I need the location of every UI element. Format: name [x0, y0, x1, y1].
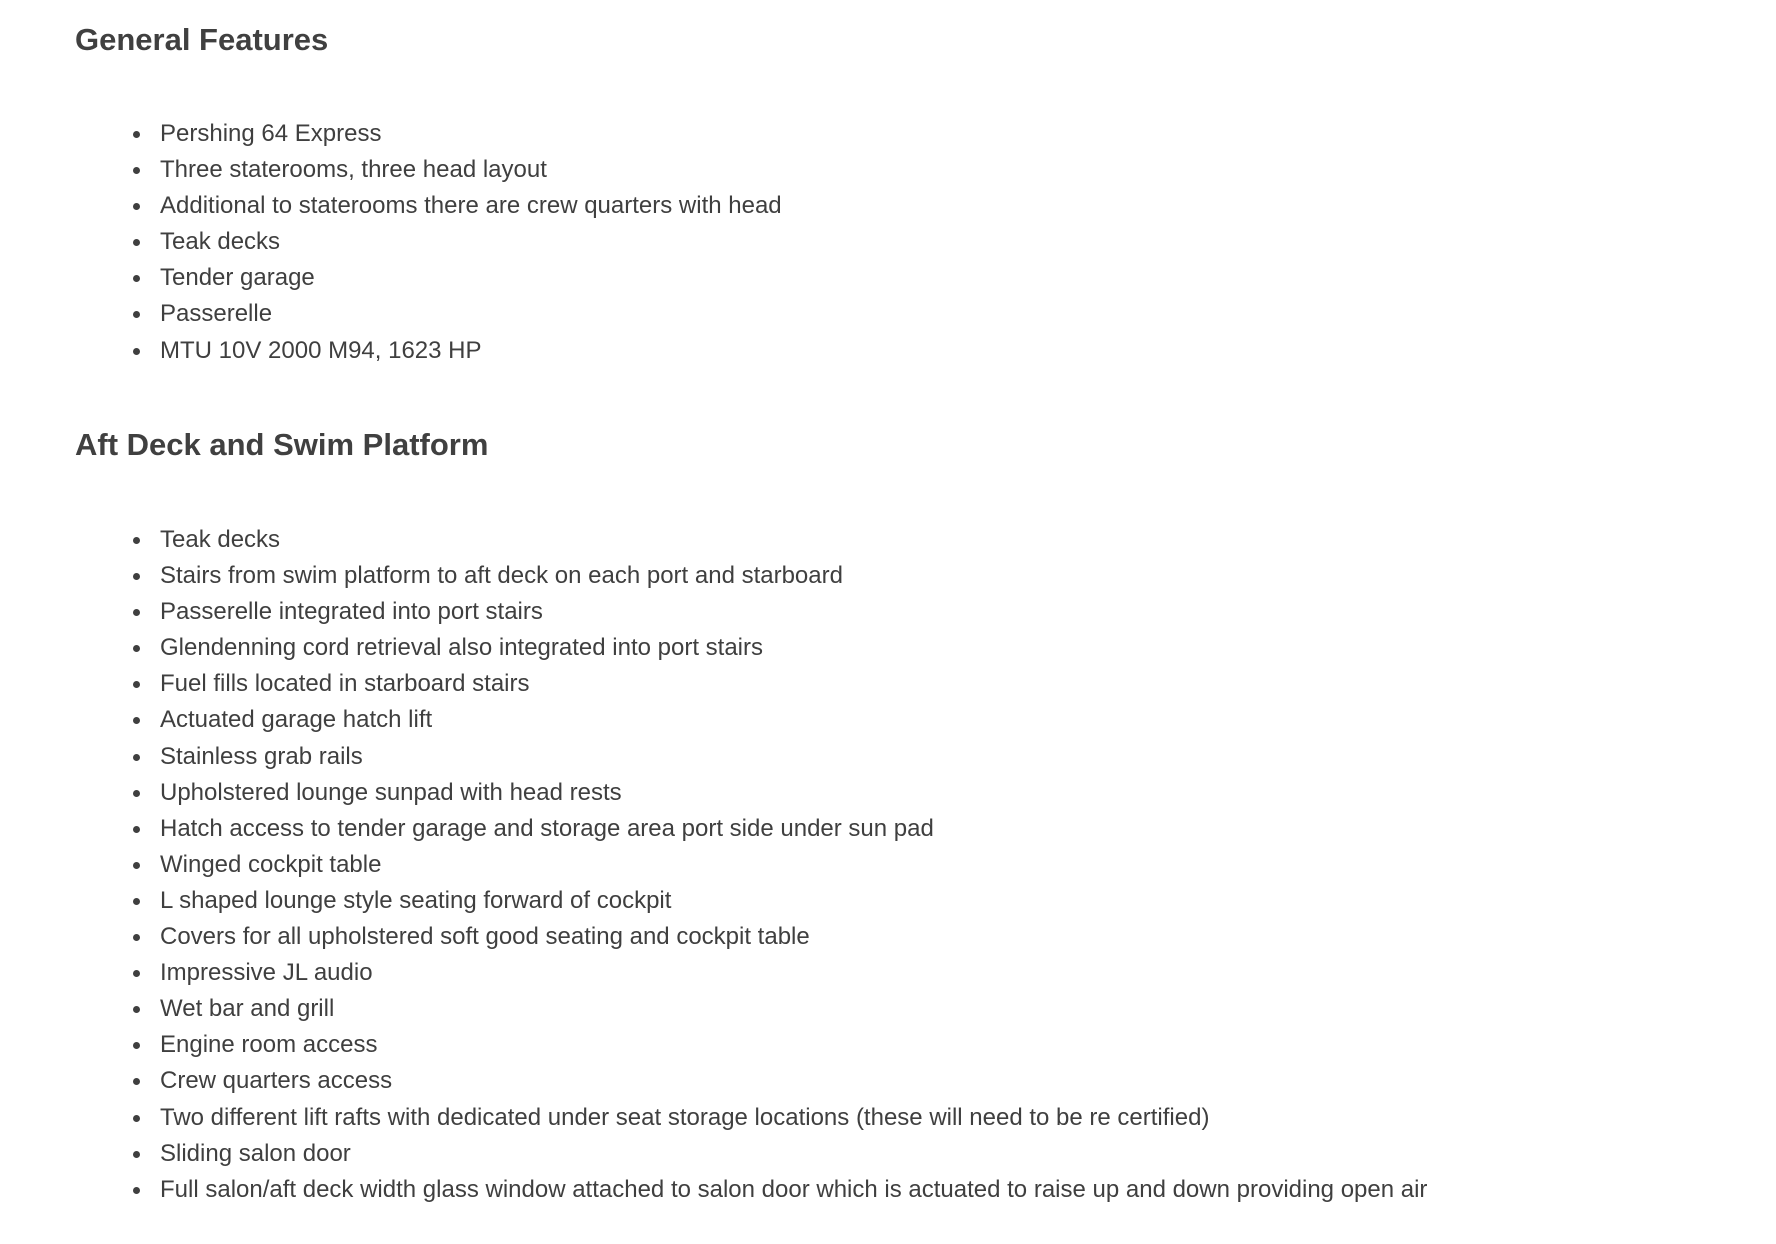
list-item: [75, 630, 1427, 666]
bullet-icon: [133, 348, 140, 355]
bullet-icon: [133, 826, 140, 833]
list-item-text: Upholstered lounge sunpad with head rests: [160, 778, 622, 806]
list-item: [75, 919, 1427, 955]
section-title-aft-deck: Aft Deck and Swim Platform: [75, 427, 489, 462]
bullet-icon: [133, 681, 140, 688]
list-item: [75, 666, 1427, 702]
bullet-icon: [133, 275, 140, 282]
list-item: [75, 152, 782, 188]
bullet-icon: [133, 239, 140, 246]
bullet-icon: [133, 970, 140, 977]
list-item: [75, 702, 1427, 738]
list-item: [75, 522, 1427, 558]
list-item-text: Pershing 64 Express: [160, 120, 382, 147]
list-item-text: Tender garage: [160, 264, 315, 292]
list-item-text: Wet bar and grill: [160, 995, 335, 1023]
list-item-text: Three staterooms, three head layout: [160, 156, 547, 184]
bullet-icon: [133, 1187, 140, 1194]
bullet-icon: [133, 645, 140, 652]
list-item: [75, 260, 782, 296]
list-item: [75, 296, 782, 332]
list-item: [75, 883, 1427, 919]
bullet-icon: [133, 934, 140, 941]
list-item: [75, 188, 782, 224]
list-item-text: MTU 10V 2000 M94, 1623 HP: [160, 336, 482, 364]
list-item-text: Passerelle: [160, 300, 273, 328]
list-item-text: Additional to staterooms there are crew quarters with head: [160, 192, 782, 220]
bullet-icon: [133, 862, 140, 869]
bullet-icon: [133, 1115, 140, 1122]
list-item-text: L shaped lounge style seating forward of cockpit: [160, 886, 672, 914]
list-item-text: Teak decks: [160, 526, 281, 553]
bullet-icon: [133, 573, 140, 580]
bullet-icon: [133, 609, 140, 616]
list-item-text: Passerelle integrated into port stairs: [160, 598, 543, 626]
list-item: [75, 333, 782, 369]
list-item-text: Fuel fills located in starboard stairs: [160, 670, 530, 698]
list-item-text: Teak decks: [160, 228, 281, 256]
list-item-text: Winged cockpit table: [160, 850, 382, 878]
list-item-text: Stairs from swim platform to aft deck on each port and starboard: [160, 562, 843, 590]
list-item: [75, 991, 1427, 1027]
list-item: [75, 594, 1427, 630]
list-item-text: Stainless grab rails: [160, 742, 363, 770]
bullet-icon: [133, 131, 140, 138]
list-item-text: Glendenning cord retrieval also integrated into port stairs: [160, 634, 763, 662]
list-item: [75, 116, 782, 152]
bullet-icon: [133, 898, 140, 905]
aft-deck-features-list: [75, 522, 1427, 1208]
list-item: [75, 224, 782, 260]
list-item: [75, 1136, 1427, 1172]
bullet-icon: [133, 1042, 140, 1049]
general-features-list: [75, 116, 782, 369]
list-item-text: Impressive JL audio: [160, 959, 373, 987]
list-item-text: Crew quarters access: [160, 1067, 393, 1095]
list-item-text: Engine room access: [160, 1031, 378, 1059]
list-item: [75, 811, 1427, 847]
list-item: [75, 847, 1427, 883]
list-item-text: Hatch access to tender garage and storage area port side under sun pad: [160, 814, 934, 842]
bullet-icon: [133, 167, 140, 174]
list-item: [75, 1063, 1427, 1099]
bullet-icon: [133, 1006, 140, 1013]
section-title-general-features: General Features: [75, 22, 329, 57]
bullet-icon: [133, 1078, 140, 1085]
list-item-text: Two different lift rafts with dedicated under seat storage locations (these will need to be re certified): [160, 1103, 1210, 1131]
bullet-icon: [133, 1151, 140, 1158]
list-item: [75, 1172, 1427, 1208]
list-item-text: Actuated garage hatch lift: [160, 706, 433, 734]
list-item: [75, 1100, 1427, 1136]
bullet-icon: [133, 717, 140, 724]
bullet-icon: [133, 311, 140, 318]
bullet-icon: [133, 203, 140, 210]
list-item: [75, 775, 1427, 811]
bullet-icon: [133, 537, 140, 544]
list-item: [75, 955, 1427, 991]
list-item-text: Covers for all upholstered soft good seating and cockpit table: [160, 923, 810, 951]
list-item-text: Full salon/aft deck width glass window attached to salon door which is actuated to raise up and down providing open air: [160, 1175, 1428, 1203]
bullet-icon: [133, 790, 140, 797]
list-item: [75, 739, 1427, 775]
bullet-icon: [133, 754, 140, 761]
list-item-text: Sliding salon door: [160, 1139, 351, 1167]
list-item: [75, 1027, 1427, 1063]
list-item: [75, 558, 1427, 594]
